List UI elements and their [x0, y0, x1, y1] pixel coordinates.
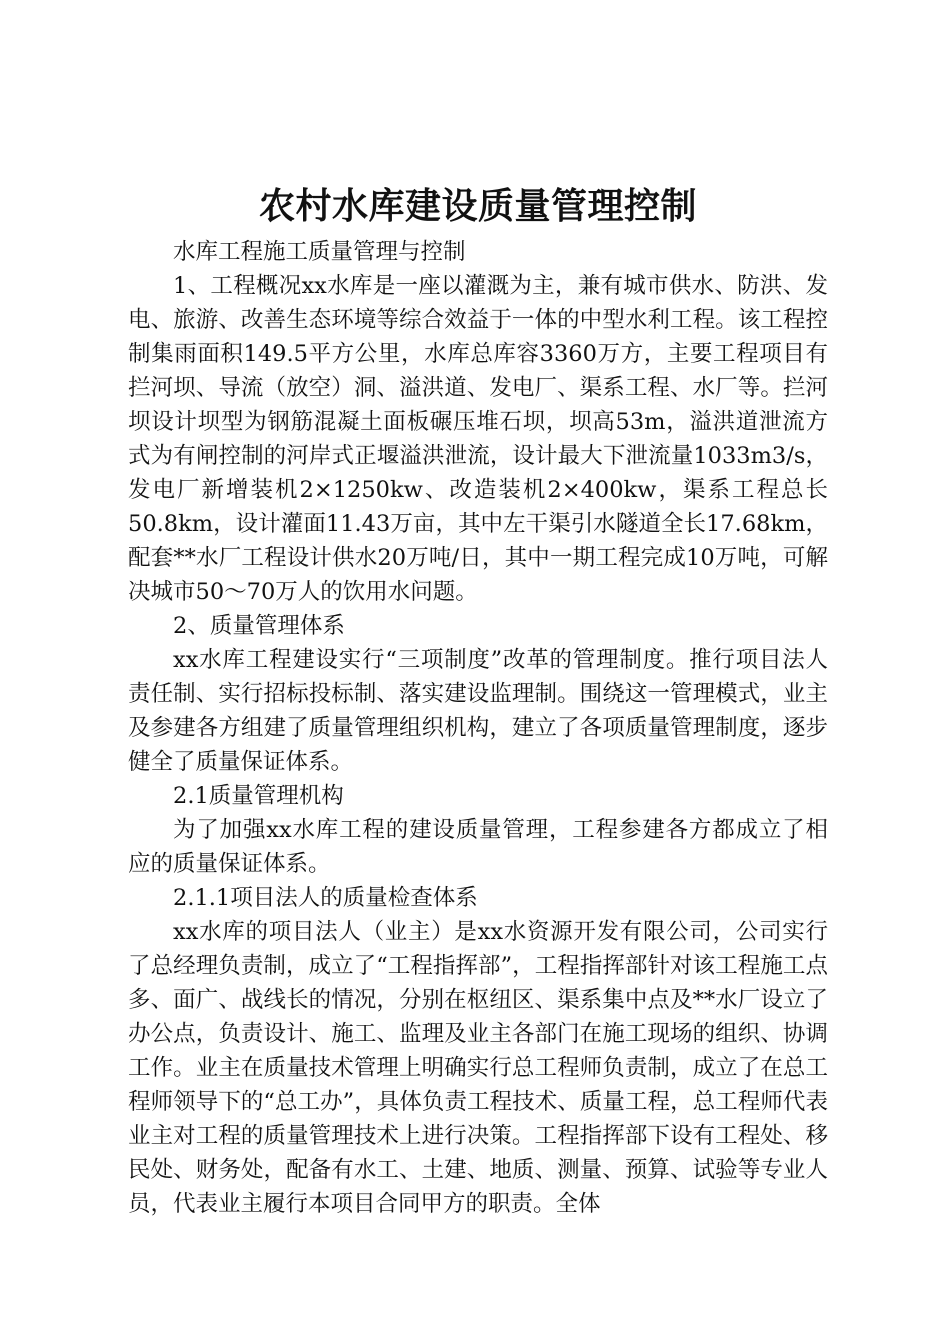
- section-heading-quality-system: 2、质量管理体系: [173, 613, 345, 639]
- document-page: [128, 180, 828, 1221]
- section-heading-project-legal-person: 2.1.1项目法人的质量检查体系: [173, 885, 478, 911]
- quality-organization-paragraph: 为了加强xx水库工程的建设质量管理，工程参建各方都成立了相应的质量保证体系。: [128, 817, 828, 877]
- subtitle-paragraph: 水库工程施工质量管理与控制: [173, 239, 466, 265]
- section-heading-quality-organization: 2.1质量管理机构: [173, 783, 344, 809]
- quality-system-paragraph: xx水库工程建设实行“三项制度”改革的管理制度。推行项目法人责任制、实行招标投标制、落实建设监理制。围绕这一管理模式，业主及参建各方组建了质量管理组织机构，建立了各项质量管理制度，逐步健全了质量保证体系。: [128, 647, 828, 775]
- document-body: [128, 235, 828, 1221]
- project-legal-person-paragraph: xx水库的项目法人（业主）是xx水资源开发有限公司，公司实行了总经理负责制，成立了“工程指挥部”，工程指挥部针对该工程施工点多、面广、战线长的情况，分别在枢纽区、渠系集中点及**水厂设立了办公点，负责设计、施工、监理及业主各部门在施工现场的组织、协调工作。业主在质量技术管理上明确实行总工程师负责制，成立了在总工程师领导下的“总工办”，具体负责工程技术、质量工程，总工程师代表业主对工程的质量管理技术上进行决策。工程指挥部下设有工程处、移民处、财务处，配备有水工、土建、地质、测量、预算、试验等专业人员，代表业主履行本项目合同甲方的职责。全体: [128, 919, 828, 1217]
- document-title: 农村水库建设质量管理控制: [258, 185, 697, 227]
- project-overview-paragraph: 1、工程概况xx水库是一座以灌溉为主，兼有城市供水、防洪、发电、旅游、改善生态环境等综合效益于一体的中型水利工程。该工程控制集雨面积149.5平方公里，水库总库容3360万方，主要工程项目有拦河坝、导流（放空）洞、溢洪道、发电厂、渠系工程、水厂等。拦河坝设计坝型为钢筋混凝土面板碾压堆石坝，坝高53m，溢洪道泄流方式为有闸控制的河岸式正堰溢洪泄流，设计最大下泄流量1033m3/s，发电厂新增装机2×1250kw、改造装机2×400kw，渠系工程总长50.8km，设计灌面11.43万亩，其中左干渠引水隧道全长17.68km，配套**水厂工程设计供水20万吨/日，其中一期工程完成10万吨，可解决城市50～70万人的饮用水问题。: [128, 273, 828, 605]
